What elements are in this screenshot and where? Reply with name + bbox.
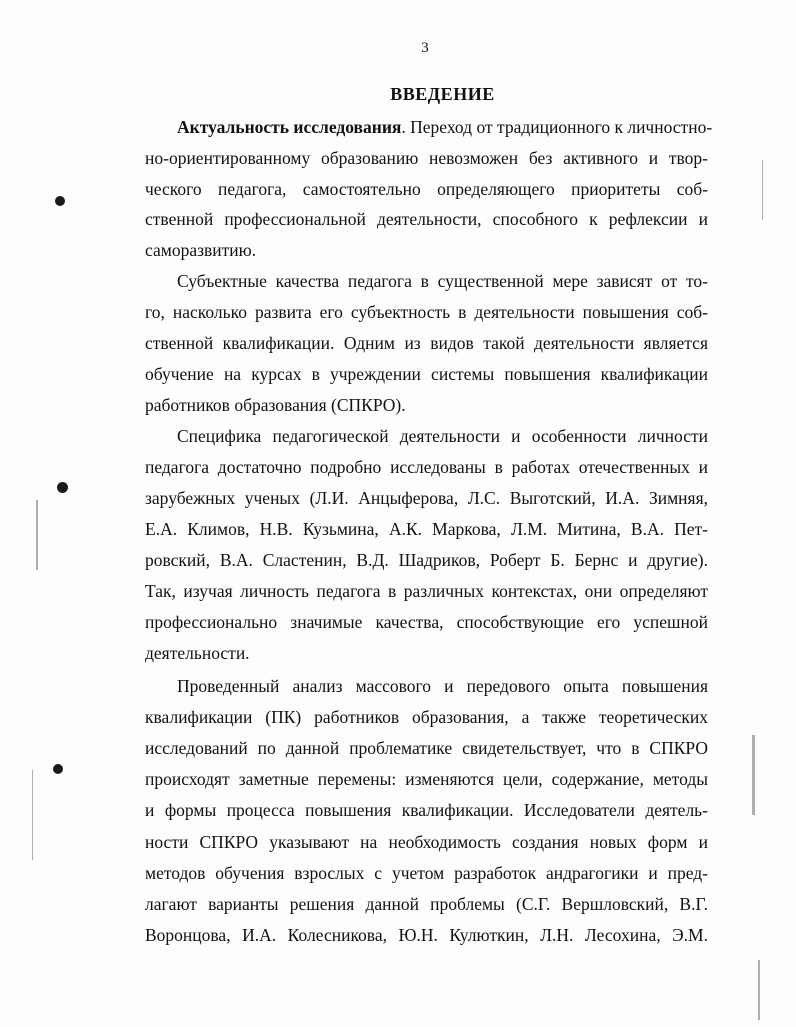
text-line: ровский, В.А. Сластенин, В.Д. Шадриков, Роберт Б. Бернс и другие). bbox=[145, 550, 708, 570]
scan-streak bbox=[758, 960, 760, 1020]
text-line bbox=[177, 114, 713, 140]
text-line: методов обучения взрослых с учетом разработок андрагогики и пред- bbox=[145, 863, 708, 883]
bold-phrase: Актуальность исследования bbox=[177, 117, 402, 137]
scan-streak bbox=[752, 735, 755, 815]
text-line: и формы процесса повышения квалификации. Исследователи деятель- bbox=[145, 800, 708, 820]
text-line: исследований по данной проблематике свидетельствует, что в СПКРО bbox=[145, 738, 708, 758]
scan-streak bbox=[36, 500, 38, 570]
page-number: 3 bbox=[421, 40, 429, 56]
text-line: педагога достаточно подробно исследованы в работах отечественных и bbox=[145, 457, 708, 477]
hole-punch-speck bbox=[55, 196, 65, 206]
text-line: Е.А. Климов, Н.В. Кузьмина, А.К. Маркова, Л.М. Митина, В.А. Пет- bbox=[145, 519, 708, 539]
scan-streak bbox=[762, 160, 763, 220]
line-text: . Переход от традиционного к личностно- bbox=[401, 117, 713, 137]
text-line: Проведенный анализ массового и передового опыта повышения bbox=[177, 676, 708, 696]
text-line: ственной квалификации. Одним из видов такой деятельности является bbox=[145, 333, 708, 353]
hole-punch-speck bbox=[57, 482, 68, 493]
text-line: работников образования (СПКРО). bbox=[145, 395, 406, 415]
text-line: лагают варианты решения данной проблемы (С.Г. Вершловский, В.Г. bbox=[145, 894, 708, 914]
text-line: го, насколько развита его субъектность в деятельности повышения соб- bbox=[145, 302, 708, 322]
text-line: ственной профессиональной деятельности, способного к рефлексии и bbox=[145, 209, 708, 229]
text-line: зарубежных ученых (Л.И. Анцыферова, Л.С. Выготский, И.А. Зимняя, bbox=[145, 488, 708, 508]
hole-punch-speck bbox=[53, 764, 63, 774]
text-line: квалификации (ПК) работников образования, а также теоретических bbox=[145, 707, 708, 727]
text-line: ности СПКРО указывают на необходимость создания новых форм и bbox=[145, 832, 708, 852]
text-line: Так, изучая личность педагога в различных контекстах, они определяют bbox=[145, 581, 708, 601]
section-heading: ВВЕДЕНИЕ bbox=[390, 84, 495, 104]
text-line: но-ориентированному образованию невозможен без активного и твор- bbox=[145, 148, 708, 168]
text-line: Специфика педагогической деятельности и особенности личности bbox=[177, 426, 708, 446]
text-line: профессионально значимые качества, способствующие его успешной bbox=[145, 612, 708, 632]
text-line: происходят заметные перемены: изменяются цели, содержание, методы bbox=[145, 769, 708, 789]
text-line: обучение на курсах в учреждении системы повышения квалификации bbox=[145, 364, 708, 384]
text-line: деятельности. bbox=[145, 643, 250, 663]
text-line: Субъектные качества педагога в существенной мере зависят от то- bbox=[177, 271, 708, 291]
text-line: саморазвитию. bbox=[145, 240, 257, 260]
text-line: ческого педагога, самостоятельно определяющего приоритеты соб- bbox=[145, 179, 708, 199]
text-line: Воронцова, И.А. Колесникова, Ю.Н. Кулюткин, Л.Н. Лесохина, Э.М. bbox=[145, 925, 708, 945]
scan-streak bbox=[32, 770, 33, 860]
